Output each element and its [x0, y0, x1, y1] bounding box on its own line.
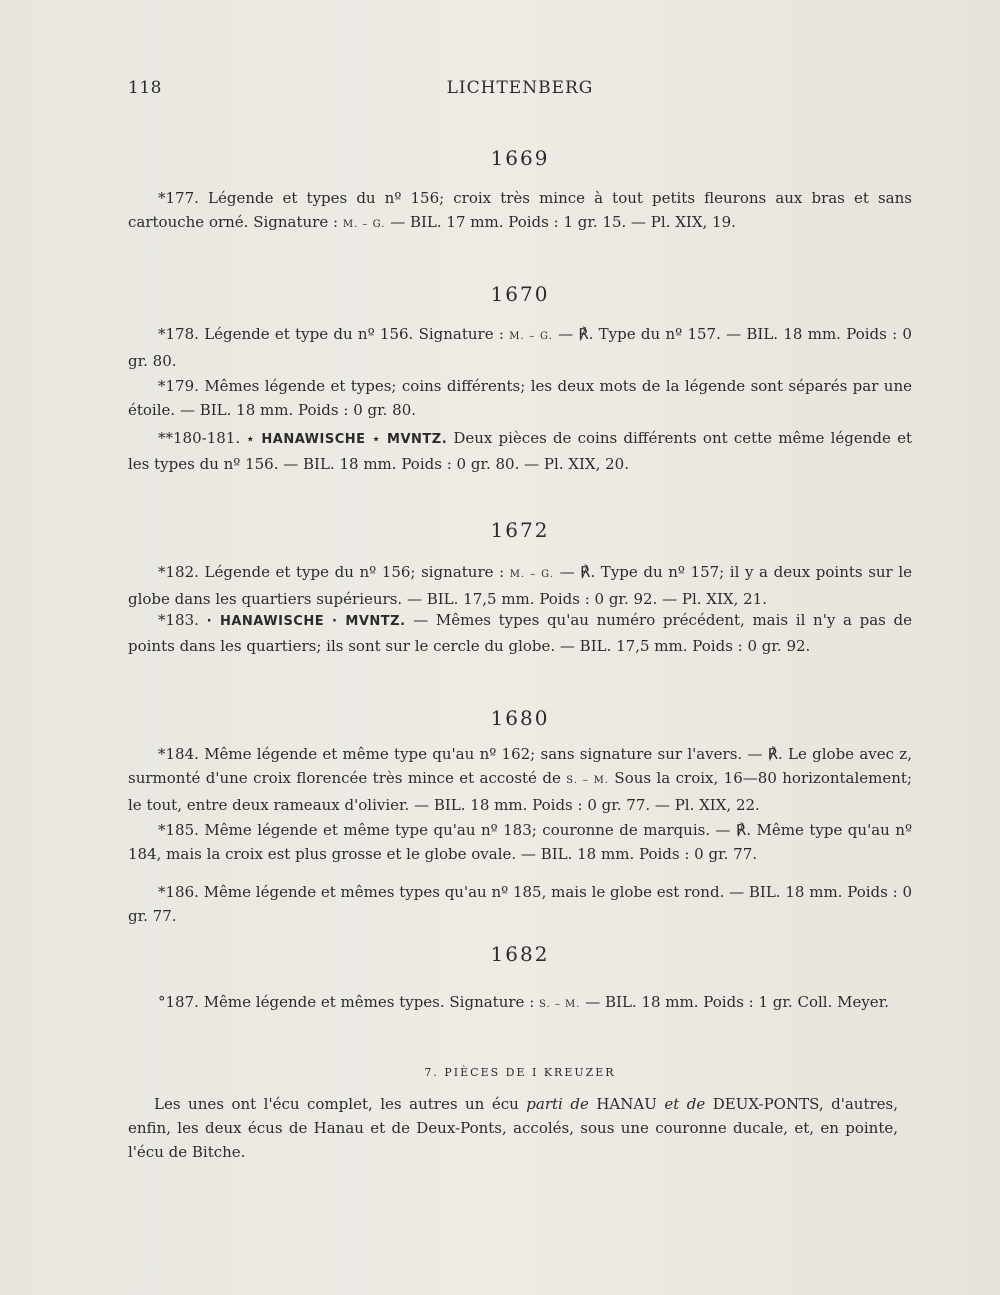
entry-number: *182. [158, 563, 199, 581]
entry-number: *184. [158, 745, 199, 763]
entry-tail: — BIL. 17 mm. Poids : 1 gr. 15. — Pl. XIX, 19. [385, 213, 736, 231]
entry-185 [128, 818, 912, 866]
signature: S. – M. [539, 999, 581, 1010]
entry-text: Deux pièces de coins différents ont cette même légende et les types du nº 156. — BIL. 18 mm. Poids : 0 gr. 80. — Pl. XIX, 20. [128, 429, 912, 473]
entry-179 [128, 374, 912, 422]
entry-tail: — ℟. Type du nº 157. — BIL. 18 mm. Poids : 0 gr. 80. [128, 325, 912, 370]
entry-text: — Mêmes types qu'au numéro précédent, mais il n'y a pas de points dans les quartiers; ils sont sur le cercle du globe. — BIL. 17,5 mm. Poids : 0 gr. 92. [128, 611, 913, 655]
entry-number: **180-181. [158, 429, 241, 447]
entry-number: *179. [158, 377, 199, 395]
entry-text: Même légende et mêmes types qu'au nº 185, mais le globe est rond. — BIL. 18 mm. Poids : 0 gr. 77. [128, 883, 912, 925]
entry-text: Même légende et mêmes types. Signature : [203, 993, 540, 1011]
entry-number: *177. [158, 189, 199, 207]
section-title: 7. PIÈCES DE I KREUZER [424, 1066, 616, 1079]
entry-text: Légende et types du nº 156; croix très mince à tout petits fleurons aux bras et sans cartouche orné. Signature : [128, 189, 912, 231]
signature: M. – G. [342, 219, 386, 230]
year-heading-1670: 1670 [490, 282, 550, 306]
signature: M. – G. [509, 569, 554, 580]
entry-177 [128, 186, 912, 237]
entry-tail: — ℟. Type du nº 157; il y a deux points sur le globe dans les quartiers supérieurs. — BIL. 17,5 mm. Poids : 0 gr. 92. — Pl. XIX, 21. [128, 563, 912, 608]
para-text-3: DEUX-PONTS, d'autres, enfin, les deux écus de Hanau et de Deux-Ponts, accolés, sous une couronne ducale, et, en pointe, l'écu de Bitche. [128, 1095, 898, 1161]
para-italic-1: parti de [526, 1095, 589, 1113]
entry-text: Mêmes légende et types; coins différents; les deux mots de la légende sont séparés par une étoile. — BIL. 18 mm. Poids : 0 gr. 80. [128, 377, 912, 419]
entry-number: *186. [158, 883, 199, 901]
page-header [128, 78, 912, 102]
year-heading-1682: 1682 [490, 942, 550, 966]
entry-number: *183. [158, 611, 199, 629]
year-heading-1680: 1680 [490, 706, 550, 730]
entry-tail: Sous la croix, 16—80 horizontalement; le tout, entre deux rameaux d'olivier. — BIL. 18 mm. Poids : 0 gr. 77. — Pl. XIX, 22. [128, 769, 913, 814]
entry-number: *185. [158, 821, 199, 839]
entry-184 [128, 742, 912, 817]
entry-text: Légende et type du nº 156; signature : [204, 563, 510, 581]
para-italic-2: et de [664, 1095, 706, 1113]
para-text-1: Les unes ont l'écu complet, les autres un écu [154, 1095, 527, 1113]
year-heading-1672: 1672 [490, 518, 550, 542]
entry-180-181 [128, 426, 912, 476]
section-paragraph [128, 1092, 898, 1164]
para-text-2: HANAU [588, 1095, 665, 1113]
year-heading-1669: 1669 [490, 146, 550, 170]
entry-187 [128, 990, 912, 1017]
entry-182 [128, 560, 912, 611]
entry-number: *178. [158, 325, 199, 343]
entry-number: °187. [158, 993, 199, 1011]
entry-183 [128, 608, 912, 658]
running-title: LICHTENBERG [446, 78, 594, 98]
entry-178 [128, 322, 912, 373]
entry-186 [128, 880, 912, 928]
coin-legend: ⋆ HANAWISCHE ⋆ MVNTZ. [246, 432, 448, 447]
entry-tail: — BIL. 18 mm. Poids : 1 gr. Coll. Meyer. [580, 993, 889, 1011]
page-number: 118 [128, 78, 162, 98]
signature: S. – M. [566, 775, 609, 786]
entry-text: Même légende et même type qu'au nº 183; couronne de marquis. — ℟. Même type qu'au nº 184, mais la croix est plus grosse et le globe ovale. — BIL. 18 mm. Poids : 0 gr. 77. [128, 821, 912, 863]
entry-text: Même légende et même type qu'au nº 162; sans signature sur l'avers. — ℟. Le globe avec z, surmonté d'une croix florencée très mince et accosté de [128, 745, 912, 787]
entry-text: Légende et type du nº 156. Signature : [204, 325, 510, 343]
coin-legend: · HANAWISCHE · MVNTZ. [206, 614, 406, 629]
signature: M. – G. [509, 331, 553, 342]
